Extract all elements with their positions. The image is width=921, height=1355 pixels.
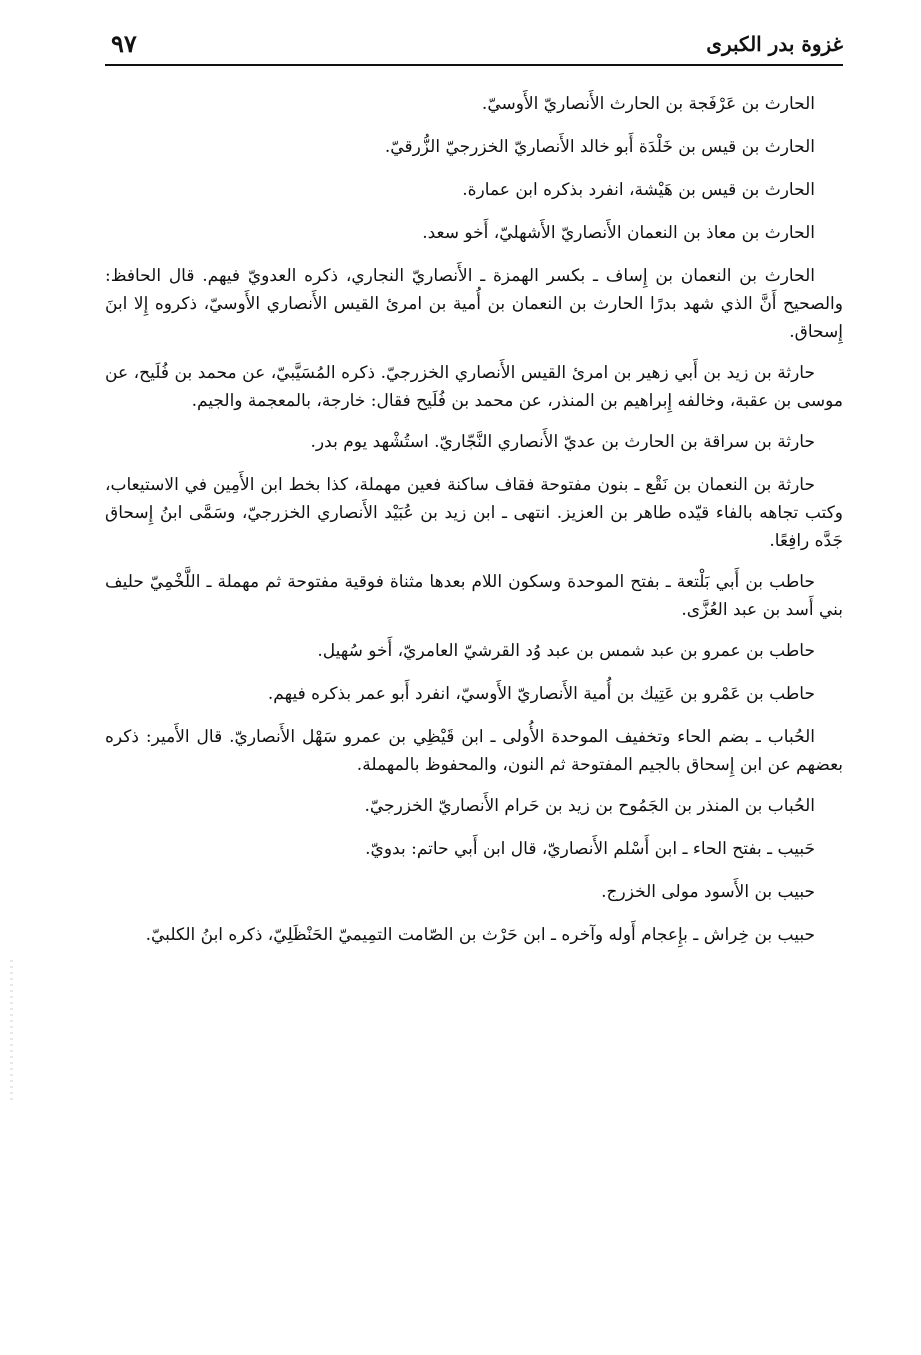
entry-paragraph: الحارث بن قيس بن هَيْشة، انفرد بذكره ابن عمارة.: [462, 180, 815, 200]
entry-paragraph: حارثة بن زيد بن أَبي زهير بن امرئ القيس الأَنصاري الخزرجيّ. ذكره المُسَيَّبيّ، عن محمد بن فُلَيح، عن موسى بن عقبة، وخالفه إِبراهيم بن المنذر، عن محمد بن فُلَيح فقال: خارجة، بالمعجمة والجيم.: [105, 363, 843, 411]
entry-paragraph: الحارث بن معاذ بن النعمان الأَنصاريّ الأَشهليّ، أَخو سعد.: [422, 223, 815, 243]
entry-paragraph: الحارث بن قيس بن خَلْدَة أَبو خالد الأَنصاريّ الخزرجيّ الزُّرقيّ.: [384, 137, 815, 157]
entry-paragraph: الحُباب ـ بضم الحاء وتخفيف الموحدة الأُولى ـ ابن قَيْظِي بن عمرو سَهْل الأَنصاريّ. قال الأَمير: ذكره بعضهم عن ابن إِسحاق بالجيم المفتوحة ثم النون، والمحفوظ بالمهملة.: [105, 727, 843, 775]
entry-paragraph: الحارث بن عَرْفَجة بن الحارث الأَنصاريّ الأَوسيّ.: [481, 94, 815, 114]
page-body: [105, 90, 843, 1315]
scan-gutter-shadow: [10, 960, 13, 1100]
page-number: ٩٧: [111, 29, 137, 58]
entry-paragraph: حبيب بن خِراش ـ بإِعجام أَوله وآخره ـ ابن حَرْث بن الصّامت التمِيميّ الحَنْظَلِيّ، ذكره ابنُ الكلبيّ.: [145, 925, 815, 945]
entry-paragraph: حاطب بن عَمْرو بن عَتِيك بن أُمية الأَنصاريّ الأَوسيّ، انفرد أَبو عمر بذكره فيهم.: [267, 684, 815, 704]
entry-paragraph: حَبيب ـ بفتح الحاء ـ ابن أَسْلم الأَنصاريّ، قال ابن أَبي حاتم: بدويّ.: [365, 839, 815, 859]
entry-paragraph: حبيب بن الأَسود مولى الخزرج.: [601, 882, 815, 902]
entry-paragraph: حارثة بن النعمان بن نَقْع ـ بنون مفتوحة فقاف ساكنة فعين مهملة، كذا بخط ابن الأَمِين في الاستيعاب، وكتب تجاهه بالفاء قيّده طاهر بن العزيز. انتهى ـ ابن زيد بن عُبَيْد الأَنصاري الخزرجيّ، وسَمَّى ابنُ إِسحاق جَدَّه رافِعًا.: [105, 475, 843, 551]
entry-paragraph: حاطب بن عمرو بن عبد شمس بن عبد وُد القرشيّ العامريّ، أَخو سُهيل.: [317, 641, 815, 661]
page-header: [105, 28, 843, 66]
entry-paragraph: حاطب بن أَبي بَلْتعة ـ بفتح الموحدة وسكون اللام بعدها مثناة فوقية مفتوحة ثم مهملة ـ اللَّخْمِيّ حليف بني أَسد بن عبد العُزَّى.: [105, 572, 843, 620]
entry-paragraph: حارثة بن سراقة بن الحارث بن عديّ الأَنصاري النَّجّاريّ. استُشْهد يوم بدر.: [310, 432, 815, 452]
entry-paragraph: الحُباب بن المنذر بن الجَمُوح بن زيد بن حَرام الأَنصاريّ الخزرجيّ.: [364, 796, 815, 816]
entry-paragraph: الحارث بن النعمان بن إِساف ـ بكسر الهمزة ـ الأَنصاريّ النجاري، ذكره العدويّ فيهم. قال الحافظ: والصحيح أَنَّ الذي شهد بدرًا الحارث بن النعمان بن أُمية بن امرئ القيس الأَنصاري الأَوسيّ، ذكروه إِلا ابنَ إِسحاق.: [105, 266, 843, 342]
running-title: غزوة بدر الكبرى: [706, 32, 843, 56]
